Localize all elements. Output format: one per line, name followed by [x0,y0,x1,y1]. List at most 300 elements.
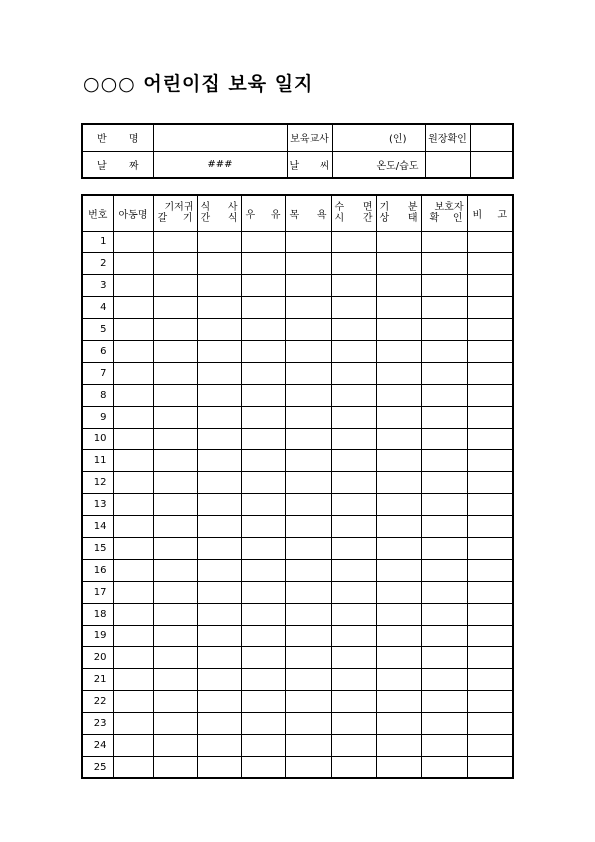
meal-cell[interactable] [197,669,241,691]
guardian-cell[interactable] [421,275,467,297]
table-row [82,472,513,494]
diaper-cell[interactable] [153,581,197,603]
milk-cell[interactable] [241,734,285,756]
meal-cell[interactable] [197,625,241,647]
header-milk-part: 우 [245,209,256,221]
guardian-cell[interactable] [421,297,467,319]
sleep-cell[interactable] [331,297,376,319]
date-label-cell [82,151,153,178]
diaper-cell[interactable] [153,472,197,494]
row-number: 10 [82,428,113,450]
meal-cell[interactable] [197,297,241,319]
bath-cell[interactable] [285,231,331,253]
row-number: 12 [82,472,113,494]
teacher-label: 보육교사 [287,124,332,151]
sleep-cell[interactable] [331,713,376,735]
info-row-class [82,124,513,151]
mood-cell[interactable] [376,713,421,735]
diaper-cell[interactable] [153,669,197,691]
mood-cell[interactable] [376,734,421,756]
date-value-cell[interactable] [153,151,287,178]
mood-cell[interactable] [376,647,421,669]
mood-cell[interactable] [376,559,421,581]
class-label-part: 명 [128,134,139,146]
note-cell[interactable] [467,603,513,625]
sleep-cell[interactable] [331,669,376,691]
table-row [82,253,513,275]
meal-cell[interactable] [197,734,241,756]
child-name-cell[interactable] [113,713,153,735]
row-number: 7 [82,362,113,384]
child-name-cell[interactable] [113,756,153,778]
table-row [82,559,513,581]
milk-cell[interactable] [241,231,285,253]
note-cell[interactable] [467,384,513,406]
sleep-cell[interactable] [331,450,376,472]
table-row [82,734,513,756]
meal-cell[interactable] [197,231,241,253]
mood-cell[interactable] [376,537,421,559]
date-value: ### [207,158,233,170]
sleep-cell[interactable] [331,647,376,669]
bath-cell[interactable] [285,253,331,275]
weather-label-part: 날 [289,160,300,172]
header-no: 번호 [82,195,113,231]
diaper-cell[interactable] [153,406,197,428]
bath-cell[interactable] [285,319,331,341]
class-input-cell[interactable] [153,124,287,151]
guardian-cell[interactable] [421,428,467,450]
diaper-cell[interactable] [153,450,197,472]
table-row [82,428,513,450]
meal-cell[interactable] [197,362,241,384]
note-cell[interactable] [467,406,513,428]
child-name-cell[interactable] [113,647,153,669]
diaper-cell[interactable] [153,494,197,516]
guardian-cell[interactable] [421,734,467,756]
note-cell[interactable] [467,472,513,494]
child-name-cell[interactable] [113,319,153,341]
bath-cell[interactable] [285,516,331,538]
guardian-cell[interactable] [421,691,467,713]
guardian-cell[interactable] [421,647,467,669]
bath-cell[interactable] [285,297,331,319]
diaper-cell[interactable] [153,516,197,538]
note-cell[interactable] [467,253,513,275]
guardian-cell[interactable] [421,494,467,516]
bath-cell[interactable] [285,428,331,450]
milk-cell[interactable] [241,537,285,559]
meal-cell[interactable] [197,406,241,428]
row-number: 20 [82,647,113,669]
row-number: 11 [82,450,113,472]
sleep-cell[interactable] [331,428,376,450]
header-milk-part: 유 [270,209,281,221]
meal-cell[interactable] [197,603,241,625]
mood-cell[interactable] [376,319,421,341]
guardian-cell[interactable] [421,319,467,341]
table-row [82,537,513,559]
header-note-part: 고 [497,209,507,221]
sleep-cell[interactable] [331,581,376,603]
temp-humidity-value-cell[interactable] [425,151,470,178]
sleep-cell[interactable] [331,253,376,275]
note-cell[interactable] [467,450,513,472]
bath-cell[interactable] [285,494,331,516]
header-meal-part: 간 [200,213,211,225]
sleep-cell[interactable] [331,494,376,516]
milk-cell[interactable] [241,275,285,297]
meal-cell[interactable] [197,450,241,472]
child-name-cell[interactable] [113,297,153,319]
guardian-cell[interactable] [421,713,467,735]
table-row [82,297,513,319]
sleep-cell[interactable] [331,537,376,559]
milk-cell[interactable] [241,472,285,494]
note-cell[interactable] [467,691,513,713]
sleep-cell[interactable] [331,603,376,625]
table-row [82,756,513,778]
note-cell[interactable] [467,319,513,341]
note-cell[interactable] [467,713,513,735]
info-blank-cell[interactable] [470,151,513,178]
header-mood-part: 상 [379,213,390,225]
log-header-row [82,195,513,231]
bath-cell[interactable] [285,756,331,778]
bath-cell[interactable] [285,713,331,735]
milk-cell[interactable] [241,253,285,275]
row-number: 19 [82,625,113,647]
bath-cell[interactable] [285,340,331,362]
diaper-cell[interactable] [153,428,197,450]
row-number: 18 [82,603,113,625]
mood-cell[interactable] [376,494,421,516]
row-number: 24 [82,734,113,756]
milk-cell[interactable] [241,516,285,538]
meal-cell[interactable] [197,516,241,538]
milk-cell[interactable] [241,581,285,603]
mood-cell[interactable] [376,472,421,494]
mood-cell[interactable] [376,362,421,384]
note-cell[interactable] [467,494,513,516]
header-diaper-part: 기저귀 [164,202,194,214]
guardian-cell[interactable] [421,559,467,581]
mood-cell[interactable] [376,406,421,428]
child-name-cell[interactable] [113,691,153,713]
mood-cell[interactable] [376,691,421,713]
info-table [81,123,514,179]
diaper-cell[interactable] [153,625,197,647]
sleep-cell[interactable] [331,340,376,362]
meal-cell[interactable] [197,253,241,275]
diaper-cell[interactable] [153,340,197,362]
guardian-cell[interactable] [421,231,467,253]
diaper-cell[interactable] [153,319,197,341]
meal-cell[interactable] [197,384,241,406]
sleep-cell[interactable] [331,516,376,538]
meal-cell[interactable] [197,275,241,297]
child-name-cell[interactable] [113,734,153,756]
header-guardian-part: 보호자 [434,202,464,214]
bath-cell[interactable] [285,691,331,713]
milk-cell[interactable] [241,406,285,428]
sleep-cell[interactable] [331,384,376,406]
child-name-cell[interactable] [113,384,153,406]
milk-cell[interactable] [241,669,285,691]
child-name-cell[interactable] [113,253,153,275]
meal-cell[interactable] [197,647,241,669]
guardian-cell[interactable] [421,625,467,647]
mood-cell[interactable] [376,625,421,647]
note-cell[interactable] [467,581,513,603]
sleep-cell[interactable] [331,756,376,778]
guardian-cell[interactable] [421,516,467,538]
child-name-cell[interactable] [113,581,153,603]
bath-cell[interactable] [285,734,331,756]
bath-cell[interactable] [285,362,331,384]
header-meal-part: 식 [227,213,238,225]
table-row [82,275,513,297]
child-name-cell[interactable] [113,450,153,472]
mood-cell[interactable] [376,516,421,538]
bath-cell[interactable] [285,384,331,406]
child-name-cell[interactable] [113,559,153,581]
sleep-cell[interactable] [331,319,376,341]
milk-cell[interactable] [241,362,285,384]
mood-cell[interactable] [376,253,421,275]
sleep-cell[interactable] [331,691,376,713]
child-name-cell[interactable] [113,406,153,428]
child-name-cell[interactable] [113,537,153,559]
sleep-cell[interactable] [331,734,376,756]
sleep-cell[interactable] [331,275,376,297]
diaper-cell[interactable] [153,647,197,669]
guardian-cell[interactable] [421,340,467,362]
header-meal-part: 식 [200,202,211,214]
sleep-cell[interactable] [331,559,376,581]
bath-cell[interactable] [285,625,331,647]
row-number: 6 [82,340,113,362]
mood-cell[interactable] [376,340,421,362]
note-cell[interactable] [467,537,513,559]
table-row [82,603,513,625]
child-name-cell[interactable] [113,275,153,297]
temp-humidity-label: 온도/습도 [376,160,419,172]
weather-label-part: 씨 [319,160,330,172]
guardian-cell[interactable] [421,253,467,275]
row-number: 4 [82,297,113,319]
diaper-cell[interactable] [153,756,197,778]
meal-cell[interactable] [197,713,241,735]
diaper-cell[interactable] [153,275,197,297]
child-name-cell[interactable] [113,472,153,494]
bath-cell[interactable] [285,275,331,297]
page-title: ○○○ 어린이집 보육 일지 [83,73,314,95]
sleep-cell[interactable] [331,625,376,647]
bath-cell[interactable] [285,537,331,559]
guardian-cell[interactable] [421,603,467,625]
header-guardian-part: 인 [452,213,463,225]
header-guardian-part: 확 [429,213,440,225]
note-cell[interactable] [467,428,513,450]
child-name-cell[interactable] [113,428,153,450]
temp-humidity-cell[interactable] [332,151,425,178]
sleep-cell[interactable] [331,362,376,384]
child-name-cell[interactable] [113,603,153,625]
mood-cell[interactable] [376,297,421,319]
guardian-cell[interactable] [421,669,467,691]
meal-cell[interactable] [197,340,241,362]
note-cell[interactable] [467,297,513,319]
bath-cell[interactable] [285,603,331,625]
milk-cell[interactable] [241,647,285,669]
milk-cell[interactable] [241,603,285,625]
header-meal-part: 사 [227,202,238,214]
child-name-cell[interactable] [113,494,153,516]
diaper-cell[interactable] [153,253,197,275]
table-row [82,231,513,253]
director-sign-cell[interactable] [470,124,513,151]
mood-cell[interactable] [376,450,421,472]
note-cell[interactable] [467,625,513,647]
guardian-cell[interactable] [421,362,467,384]
note-cell[interactable] [467,669,513,691]
diaper-cell[interactable] [153,713,197,735]
sleep-cell[interactable] [331,406,376,428]
diaper-cell[interactable] [153,734,197,756]
table-row [82,384,513,406]
child-name-cell[interactable] [113,340,153,362]
mood-cell[interactable] [376,428,421,450]
note-cell[interactable] [467,275,513,297]
meal-cell[interactable] [197,559,241,581]
class-label-cell [82,124,153,151]
mood-cell[interactable] [376,669,421,691]
meal-cell[interactable] [197,494,241,516]
header-child-name: 아동명 [113,195,153,231]
child-name-cell[interactable] [113,516,153,538]
diaper-cell[interactable] [153,603,197,625]
mood-cell[interactable] [376,275,421,297]
diaper-cell[interactable] [153,231,197,253]
note-cell[interactable] [467,734,513,756]
mood-cell[interactable] [376,581,421,603]
note-cell[interactable] [467,647,513,669]
meal-cell[interactable] [197,581,241,603]
milk-cell[interactable] [241,319,285,341]
milk-cell[interactable] [241,691,285,713]
row-number: 15 [82,537,113,559]
header-sleep-part: 수 [334,202,345,214]
bath-cell[interactable] [285,450,331,472]
guardian-cell[interactable] [421,384,467,406]
child-name-cell[interactable] [113,669,153,691]
header-sleep [331,195,376,231]
bath-cell[interactable] [285,559,331,581]
guardian-cell[interactable] [421,756,467,778]
milk-cell[interactable] [241,713,285,735]
table-row [82,625,513,647]
child-name-cell[interactable] [113,231,153,253]
meal-cell[interactable] [197,537,241,559]
note-cell[interactable] [467,362,513,384]
meal-cell[interactable] [197,428,241,450]
diaper-cell[interactable] [153,297,197,319]
diaper-cell[interactable] [153,362,197,384]
row-number: 3 [82,275,113,297]
meal-cell[interactable] [197,691,241,713]
mood-cell[interactable] [376,603,421,625]
note-cell[interactable] [467,340,513,362]
bath-cell[interactable] [285,581,331,603]
guardian-cell[interactable] [421,450,467,472]
milk-cell[interactable] [241,340,285,362]
guardian-cell[interactable] [421,581,467,603]
bath-cell[interactable] [285,472,331,494]
sleep-cell[interactable] [331,472,376,494]
bath-cell[interactable] [285,647,331,669]
row-number: 2 [82,253,113,275]
milk-cell[interactable] [241,450,285,472]
header-bath-part: 목 [289,209,300,221]
milk-cell[interactable] [241,428,285,450]
milk-cell[interactable] [241,559,285,581]
note-cell[interactable] [467,231,513,253]
guardian-cell[interactable] [421,406,467,428]
milk-cell[interactable] [241,297,285,319]
meal-cell[interactable] [197,756,241,778]
table-row [82,647,513,669]
guardian-cell[interactable] [421,472,467,494]
mood-cell[interactable] [376,384,421,406]
meal-cell[interactable] [197,319,241,341]
bath-cell[interactable] [285,406,331,428]
note-cell[interactable] [467,756,513,778]
mood-cell[interactable] [376,231,421,253]
meal-cell[interactable] [197,472,241,494]
header-mood-part: 분 [407,202,418,214]
bath-cell[interactable] [285,669,331,691]
diaper-cell[interactable] [153,559,197,581]
guardian-cell[interactable] [421,537,467,559]
note-cell[interactable] [467,559,513,581]
diaper-cell[interactable] [153,384,197,406]
diaper-cell[interactable] [153,537,197,559]
note-cell[interactable] [467,516,513,538]
header-diaper-part: 갈 [157,213,168,225]
child-name-cell[interactable] [113,625,153,647]
mood-cell[interactable] [376,756,421,778]
row-number: 13 [82,494,113,516]
header-guardian [421,195,467,231]
row-number: 14 [82,516,113,538]
header-mood [376,195,421,231]
header-sleep-part: 면 [362,202,373,214]
milk-cell[interactable] [241,494,285,516]
child-name-cell[interactable] [113,362,153,384]
header-meal [197,195,241,231]
diaper-cell[interactable] [153,691,197,713]
milk-cell[interactable] [241,625,285,647]
teacher-sign-cell[interactable] [332,124,425,151]
header-note-part: 비 [472,209,483,221]
row-number: 1 [82,231,113,253]
sleep-cell[interactable] [331,231,376,253]
weather-label-cell [287,151,332,178]
header-note [467,195,513,231]
milk-cell[interactable] [241,756,285,778]
milk-cell[interactable] [241,384,285,406]
